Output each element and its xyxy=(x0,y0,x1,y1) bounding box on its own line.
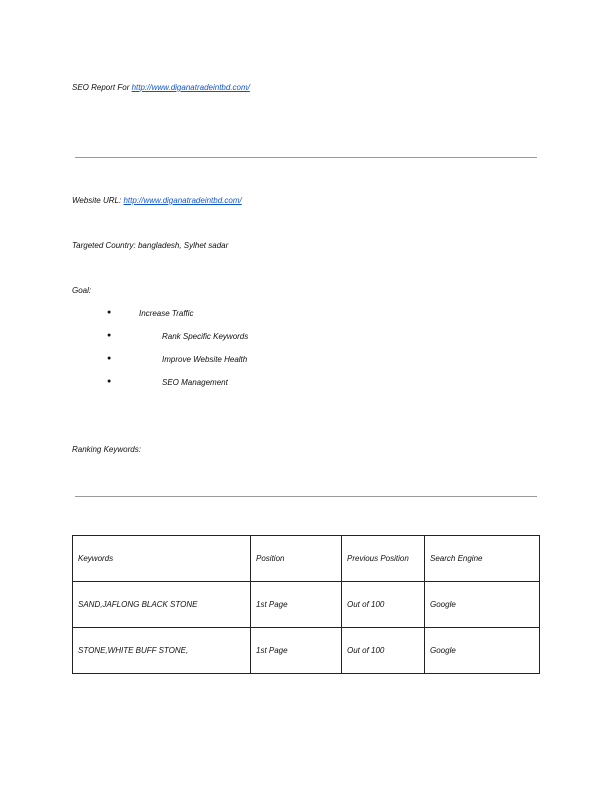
bullet-icon: ● xyxy=(107,355,112,362)
goal-item: SEO Management xyxy=(162,378,228,387)
goal-item: Improve Website Health xyxy=(162,355,248,364)
table-header-row xyxy=(73,536,540,582)
header-previous-position: Previous Position xyxy=(342,536,425,582)
header-keywords: Keywords xyxy=(73,536,251,582)
table-row xyxy=(73,628,540,674)
cell-search-engine: Google xyxy=(425,582,540,628)
header-position: Position xyxy=(251,536,342,582)
cell-keyword: STONE,WHITE BUFF STONE, xyxy=(73,628,251,674)
ranking-keywords-label: Ranking Keywords: xyxy=(72,445,141,454)
cell-search-engine: Google xyxy=(425,628,540,674)
cell-position: 1st Page xyxy=(251,582,342,628)
cell-position: 1st Page xyxy=(251,628,342,674)
goal-label: Goal: xyxy=(72,286,92,295)
cell-previous-position: Out of 100 xyxy=(342,582,425,628)
keywords-table xyxy=(72,535,540,674)
header-search-engine: Search Engine xyxy=(425,536,540,582)
website-url-line xyxy=(72,196,242,205)
goal-item: Increase Traffic xyxy=(139,309,194,318)
targeted-country-label: Targeted Country: xyxy=(72,241,138,250)
report-url-link[interactable]: http://www.diganatradeintbd.com/ xyxy=(131,83,250,92)
goal-item: Rank Specific Keywords xyxy=(162,332,249,341)
table-row xyxy=(73,582,540,628)
divider-bottom xyxy=(75,496,537,497)
targeted-country-value: bangladesh, Sylhet sadar xyxy=(137,241,229,250)
report-title-label: SEO Report For xyxy=(72,83,132,92)
bullet-icon: ● xyxy=(107,332,112,339)
targeted-country-line xyxy=(72,241,228,250)
bullet-icon: ● xyxy=(107,378,112,385)
bullet-icon: ● xyxy=(107,309,112,316)
website-url-link[interactable]: http://www.diganatradeintbd.com/ xyxy=(123,196,242,205)
cell-previous-position: Out of 100 xyxy=(342,628,425,674)
cell-keyword: SAND,JAFLONG BLACK STONE xyxy=(73,582,251,628)
website-url-label: Website URL: xyxy=(72,196,124,205)
divider-top xyxy=(75,157,537,158)
report-title xyxy=(72,83,250,92)
